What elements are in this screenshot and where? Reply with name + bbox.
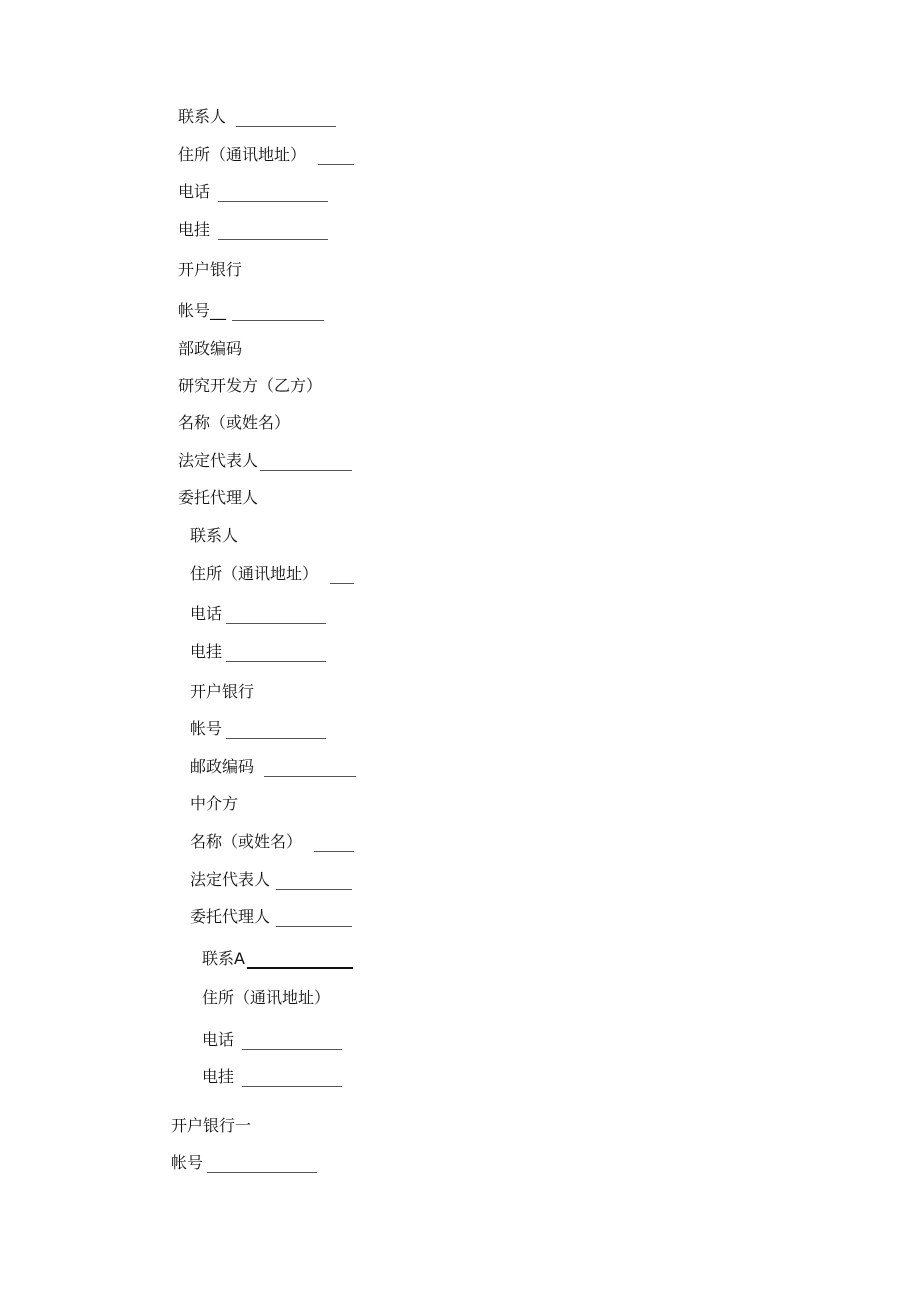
field-label: 委托代理人: [190, 907, 271, 926]
field-bank: [171, 1116, 251, 1136]
field-label: 住所（通讯地址）: [178, 145, 307, 164]
field-label: 帐号: [190, 719, 223, 738]
field-label: 电挂: [178, 220, 211, 239]
field-name: [190, 832, 354, 852]
field-legal-rep: [190, 870, 352, 890]
field-bank: [190, 682, 254, 702]
field-contact: [202, 949, 353, 969]
blank-line[interactable]: [318, 150, 354, 165]
blank-line[interactable]: [226, 724, 326, 739]
blank-line[interactable]: [242, 1035, 342, 1050]
field-label: 联系人: [178, 107, 227, 126]
blank-line[interactable]: [276, 875, 352, 890]
field-label: 名称（或姓名）: [178, 413, 291, 432]
field-label: 住所（通讯地址）: [190, 564, 319, 583]
field-postcode: [178, 339, 242, 359]
blank-line[interactable]: [276, 912, 352, 927]
blank-line[interactable]: [260, 456, 352, 471]
field-label: 名称（或姓名）: [190, 832, 303, 851]
field-postcode: [190, 757, 356, 777]
field-account: [178, 301, 324, 321]
blank-line[interactable]: [218, 225, 328, 240]
field-telegraph: [190, 642, 326, 662]
field-contact: [178, 107, 336, 127]
field-contact: [190, 526, 238, 546]
field-label: 电话: [190, 604, 223, 623]
field-label: 帐号__: [178, 301, 227, 320]
field-address: [178, 145, 354, 165]
blank-line[interactable]: [330, 569, 354, 584]
field-phone: [190, 604, 326, 624]
field-name: [178, 413, 290, 433]
blank-line[interactable]: [314, 837, 354, 852]
field-phone: [202, 1030, 342, 1050]
field-label: 法定代表人: [190, 870, 271, 889]
blank-line[interactable]: [236, 112, 336, 127]
section-heading: 研究开发方（乙方）: [178, 376, 323, 395]
field-address: [190, 564, 354, 584]
blank-line[interactable]: [226, 647, 326, 662]
field-label: 开户银行: [190, 682, 255, 701]
field-account: [171, 1153, 317, 1173]
field-label: 电挂: [202, 1067, 235, 1086]
field-address: [202, 988, 330, 1008]
field-telegraph: [202, 1067, 342, 1087]
blank-line[interactable]: [218, 187, 328, 202]
field-label: 联系人: [190, 526, 239, 545]
field-label: 联系A: [202, 949, 245, 968]
field-legal-rep: [178, 451, 352, 471]
field-telegraph: [178, 220, 328, 240]
field-label: 电话: [178, 182, 211, 201]
blank-line[interactable]: [242, 1072, 342, 1087]
section-heading-party-b: [178, 376, 322, 396]
field-label: 法定代表人: [178, 451, 259, 470]
field-label: 邮政编码: [190, 757, 255, 776]
field-agent: [178, 488, 258, 508]
field-label: 开户银行: [178, 260, 243, 279]
blank-line[interactable]: [207, 1158, 317, 1173]
field-label: 开户银行一: [171, 1116, 252, 1135]
blank-line[interactable]: [232, 306, 324, 321]
blank-line[interactable]: [226, 609, 326, 624]
section-heading: 中介方: [190, 794, 239, 813]
blank-line[interactable]: [264, 762, 356, 777]
field-agent: [190, 907, 352, 927]
blank-line[interactable]: [247, 953, 353, 969]
field-label: 住所（通讯地址）: [202, 988, 331, 1007]
field-account: [190, 719, 326, 739]
field-label: 部政编码: [178, 339, 243, 358]
field-phone: [178, 182, 328, 202]
field-label: 帐号: [171, 1153, 204, 1172]
field-label: 委托代理人: [178, 488, 259, 507]
field-bank: [178, 260, 242, 280]
field-label: 电挂: [190, 642, 223, 661]
field-label: 电话: [202, 1030, 235, 1049]
section-heading-intermediary: [190, 794, 238, 814]
